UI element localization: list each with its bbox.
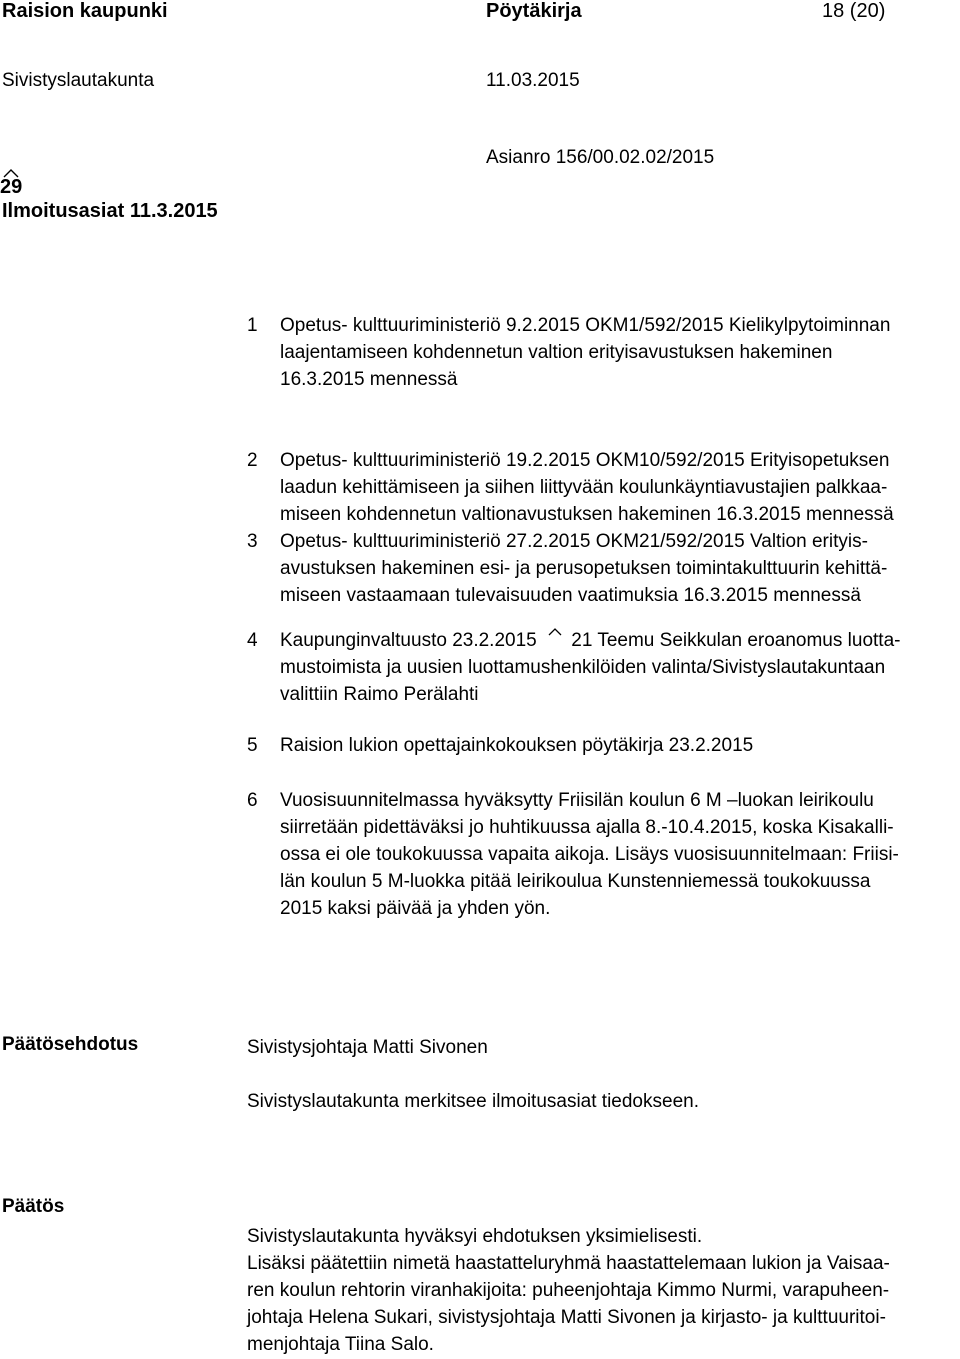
list-item — [280, 627, 900, 708]
list-item-line: siirretään pidettäväksi jo huhtikuussa ajalla 8.-10.4.2015, koska Kisakalli- — [280, 817, 894, 838]
list-item-number: 1 — [247, 315, 258, 336]
list-item-line — [280, 627, 900, 654]
list-item-line: län koulun 5 M-luokka pitää leirikoulua Kunstenniemessä toukokuussa — [280, 871, 871, 892]
section-title: Ilmoitusasiat 11.3.2015 — [2, 200, 218, 222]
list-item-number: 6 — [247, 790, 258, 811]
decision-body — [247, 1223, 890, 1358]
list-item-line: Raision lukion opettajainkokouksen pöytäkirja 23.2.2015 — [280, 735, 754, 756]
section-corner-mark — [548, 627, 562, 641]
list-item-number: 2 — [247, 450, 258, 471]
list-item — [280, 312, 890, 393]
list-item-line: Vuosisuunnitelmassa hyväksytty Friisilän koulun 6 M –luokan leirikoulu — [280, 790, 874, 811]
list-item-line: avustuksen hakeminen esi- ja perusopetuksen toimintakulttuurin kehittä- — [280, 558, 888, 579]
organization-name: Raision kaupunki — [2, 0, 168, 22]
list-item — [280, 447, 894, 528]
list-item — [280, 732, 753, 759]
list-item-line: miseen vastaamaan tulevaisuuden vaatimuksia 16.3.2015 mennessä — [280, 585, 861, 606]
list-item-line: 2015 kaksi päivää ja yhden yön. — [280, 898, 551, 919]
list-item-line: Opetus- kulttuuriministeriö 27.2.2015 OKM21/592/2015 Valtion erityis- — [280, 531, 868, 552]
decision-line: Sivistyslautakunta hyväksyi ehdotuksen yksimielisesti. — [247, 1226, 703, 1247]
proposer: Sivistysjohtaja Matti Sivonen — [247, 1037, 488, 1058]
proposal-text: Sivistyslautakunta merkitsee ilmoitusasiat tiedokseen. — [247, 1091, 699, 1112]
list-item-number: 4 — [247, 630, 258, 651]
list-item-line: miseen kohdennetun valtionavustuksen hakeminen 16.3.2015 mennessä — [280, 504, 894, 525]
page-number: 18 (20) — [822, 0, 886, 22]
decision-label: Päätös — [2, 1196, 65, 1217]
list-item-line: laajentamiseen kohdennetun valtion erityisavustuksen hakeminen — [280, 342, 833, 363]
list-item-line: Opetus- kulttuuriministeriö 19.2.2015 OKM10/592/2015 Erityisopetuksen — [280, 450, 890, 471]
list-item — [280, 787, 899, 922]
proposal-label: Päätösehdotus — [2, 1034, 139, 1055]
proposal-body — [247, 1034, 488, 1061]
list-item-number: 5 — [247, 735, 258, 756]
list-item-line: ossa ei ole toukokuussa vapaita aikoja. Lisäys vuosisuunnitelmaan: Friisi- — [280, 844, 899, 865]
list-item-line: mustoimista ja uusien luottamushenkilöiden valinta/Sivistyslautakuntaan — [280, 657, 886, 678]
list-item-line: Opetus- kulttuuriministeriö 9.2.2015 OKM1/592/2015 Kielikylpytoiminnan — [280, 315, 891, 336]
list-item-line: 16.3.2015 mennessä — [280, 369, 458, 390]
list-item-number: 3 — [247, 531, 258, 552]
list-item — [280, 528, 887, 609]
decision-line: menjohtaja Tiina Salo. — [247, 1334, 434, 1355]
decision-line: ren koulun rehtorin viranhakijoita: puheenjohtaja Kimmo Nurmi, varapuheen- — [247, 1280, 890, 1301]
decision-line: Lisäksi päätettiin nimetä haastatteluryhmä haastattelemaan lukion ja Vaisaa- — [247, 1253, 890, 1274]
decision-line: johtaja Helena Sukari, sivistysjohtaja Matti Sivonen ja kirjasto- ja kulttuuritoi- — [247, 1307, 886, 1328]
meeting-date: 11.03.2015 — [486, 70, 580, 91]
case-number: Asianro 156/00.02.02/2015 — [486, 147, 715, 168]
list-item-line-start: Kaupunginvaltuusto 23.2.2015 — [280, 630, 537, 651]
document-type: Pöytäkirja — [486, 0, 582, 22]
list-item-line: valittiin Raimo Perälahti — [280, 684, 479, 705]
committee-name: Sivistyslautakunta — [2, 70, 155, 91]
proposal-text-block — [247, 1088, 699, 1115]
section-number: 29 — [0, 176, 23, 198]
list-item-line: laadun kehittämiseen ja siihen liittyvään koulunkäyntiavustajien palkkaa- — [280, 477, 888, 498]
list-item-line-end: 21 Teemu Seikkulan eroanomus luotta- — [571, 630, 901, 651]
